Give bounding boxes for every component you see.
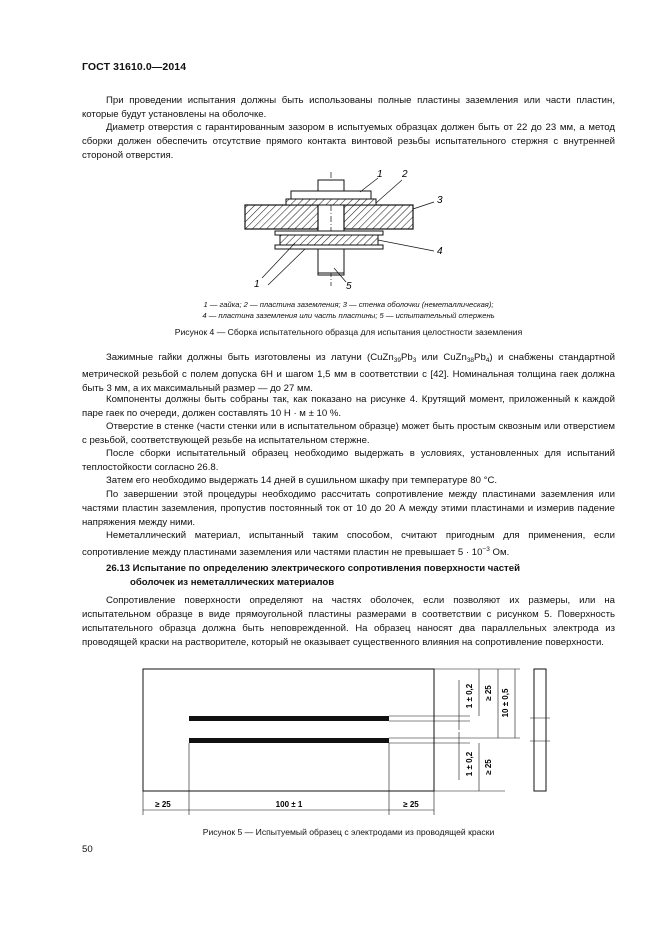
label-3: 3 xyxy=(437,195,443,206)
paragraph-assembly: Компоненты должны быть собраны так, как показано на рисунке 4. Крутящий момент, приложенный к каждой паре гаек по очереди, должен составлять 10 Н · м ± 10 %. xyxy=(82,394,615,419)
dim-bottom-height: ≥ 25 xyxy=(484,759,493,775)
dim-left-margin: ≥ 25 xyxy=(155,800,171,809)
paragraph-hole: Отверстие в стенке (части стенки или в испытательном образце) может быть простым сквозным или отверстием с резьбой, соответствующей резьбе на испытательном стержне. xyxy=(82,421,615,446)
specimen-plate xyxy=(143,669,434,791)
section-heading-line-2: оболочек из неметаллических материалов xyxy=(130,577,335,588)
figure-4-legend-line-1: 1 — гайка; 2 — пластина заземления; 3 — стенка оболочки (неметаллическая); xyxy=(203,300,494,309)
figure-4-caption: Рисунок 4 — Сборка испытательного образца для испытания целостности заземления xyxy=(174,327,523,337)
paragraph-oven: Затем его необходимо выдержать 14 дней в сушильном шкафу при температуре 80 °С. xyxy=(106,475,498,486)
label-4: 4 xyxy=(437,246,443,257)
intro-paragraph-1: При проведении испытания должны быть использованы полные пластины заземления или части пластин, которые будут установлены на оболочке. xyxy=(82,95,615,120)
dim-top-height: ≥ 25 xyxy=(484,685,493,701)
paragraph-criterion: Неметаллический материал, испытанный таким способом, считают пригодным для применения, если сопротивление между пластинами заземления или частями пластин не превышает $5 \cdot 10^{-3}$ Ом. xyxy=(82,530,615,558)
figure-5-test-specimen xyxy=(143,669,550,815)
paragraph-surface-resistance: Сопротивление поверхности определяют на частях оболочек, если позволяют их размеры, или на испытательном образце в виде прямоугольной пластины размерами в соответствии с рисунком 5. Поверхность испытательного образца должна быть неповрежденной. На образец наносят два параллельных электрода из проводящей краски на растворителе, который не оказывает существенного влияния на сопротивление поверхности. xyxy=(82,595,615,648)
specimen-side-view xyxy=(534,669,546,791)
electrode-top xyxy=(189,716,389,721)
dim-electrode-width-top: 1 ± 0,2 xyxy=(465,683,474,709)
nut-bottom-upper xyxy=(275,231,383,235)
enclosure-wall-right xyxy=(344,205,413,229)
page-number: 50 xyxy=(82,844,93,855)
figure-5-caption: Рисунок 5 — Испытуемый образец с электродами из проводящей краски xyxy=(202,827,495,837)
dim-right-margin: ≥ 25 xyxy=(403,800,419,809)
dim-electrode-spacing: 10 ± 0,5 xyxy=(501,688,510,718)
label-2: 2 xyxy=(402,169,408,180)
section-heading-line-1: 26.13 Испытание по определению электрического сопротивления поверхности частей xyxy=(106,563,520,574)
label-5: 5 xyxy=(346,281,352,292)
paragraph-clamping-nuts: Зажимные гайки должны быть изготовлены из латуни ($CuZn_{39}Pb_3$ или $CuZn_{38}Pb_4$) и снабжены стандартной метрической резьбой с полем допуска 6Н и шагом 1,5 мм в соответствии с [42]. Номинальная толщина гаек должна быть 3 мм, а их максимальный размер — до 27 мм. xyxy=(82,352,615,394)
paragraph-resistance: По завершении этой процедуры необходимо рассчитать сопротивление между пластинами заземления или частями пластин заземления, пропустив постоянный ток от 10 до 20 А между этими пластинами и измерив падение напряжения между ними. xyxy=(82,489,615,528)
figure-4-legend-line-2: 4 — пластина заземления или часть пластины; 5 — испытательный стержень xyxy=(202,311,495,320)
dim-electrode-width-bottom: 1 ± 0,2 xyxy=(465,751,474,777)
electrode-bottom xyxy=(189,738,389,743)
label-1-bottom: 1 xyxy=(254,279,260,290)
document-header: ГОСТ 31610.0—2014 xyxy=(82,61,187,73)
paragraph-conditioning: После сборки испытательный образец необходимо выдержать в условиях, установленных для испытаний теплостойкости согласно 26.8. xyxy=(82,448,615,473)
intro-paragraph-2: Диаметр отверстия с гарантированным зазором в испытуемых образцах должен быть от 22 до 23 мм, а метод сборки должен обеспечить отсутствие прямого контакта винтовой резьбы испытательного стержня с внутренней стороной отверстия. xyxy=(82,122,615,161)
grounding-plate-top xyxy=(286,199,376,205)
label-1-top: 1 xyxy=(377,169,383,180)
nut-top xyxy=(291,191,371,199)
enclosure-wall-left xyxy=(245,205,318,229)
dim-electrode-length: 100 ± 1 xyxy=(275,800,303,809)
